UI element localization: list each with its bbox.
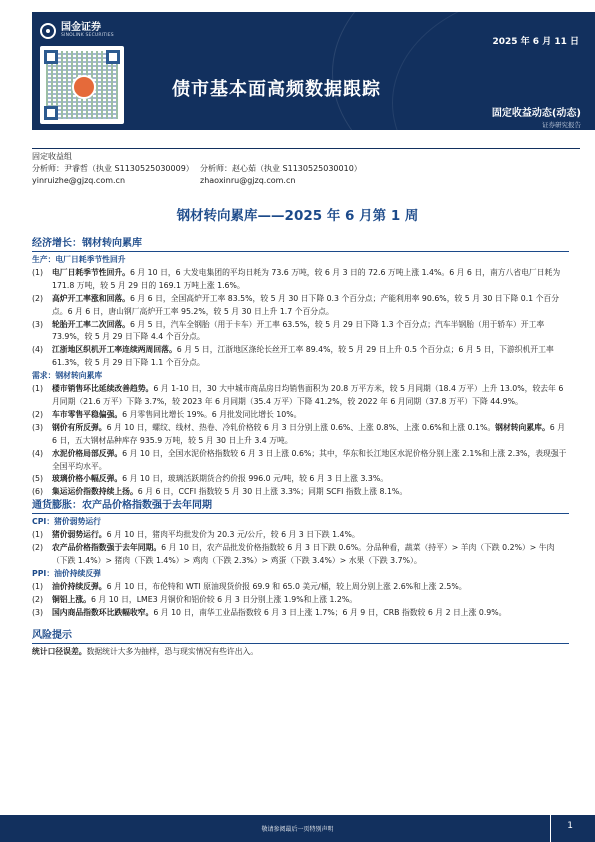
analyst-1: 分析师：尹睿哲（执业 S1130525030009） bbox=[32, 164, 194, 173]
section-heading-risk: 风险提示 bbox=[32, 629, 569, 644]
subsection-ppi: PPI：油价持续反弹 bbox=[32, 568, 101, 578]
analyst-1-email[interactable]: yinruizhe@gjzq.com.cn bbox=[32, 176, 126, 185]
report-title: 钢材转向累库——2025 年 6 月第 1 周 bbox=[176, 208, 419, 224]
report-date: 2025 年 6 月 11 日 bbox=[492, 37, 579, 47]
divider bbox=[32, 148, 580, 149]
header-banner bbox=[32, 12, 595, 130]
logo-icon bbox=[40, 23, 56, 39]
report-subtype: 固定收益动态(动态) bbox=[491, 108, 581, 119]
analyst-2-email[interactable]: zhaoxinru@gjzq.com.cn bbox=[200, 176, 296, 185]
section-heading-inflation: 通货膨胀：农产品价格指数强于去年同期 bbox=[32, 499, 569, 514]
section-heading-growth: 经济增长：钢材转向累库 bbox=[32, 237, 569, 252]
qr-code-icon bbox=[40, 46, 124, 124]
page-footer bbox=[0, 815, 595, 842]
list-item: (3) 钢价有所反弹。6 月 10 日，螺纹、线材、热卷、冷轧价格较 6 月 3 日分别上涨 0.6%、上涨 0.8%、上涨 0.6%和上涨 0.1%。钢材转向累库。6 月 6 日，五大钢材品种库存 935.9 万吨，较 5 月 30 日上升 3.4 万吨。 bbox=[32, 422, 565, 445]
subsection-production: 生产：电厂日耗季节性回升 bbox=[32, 255, 126, 264]
disclaimer-note: 敬请参阅最后一页特别声明 bbox=[261, 826, 334, 833]
analyst-info bbox=[32, 151, 362, 187]
list-item: (5) 玻璃价格小幅反弹。6 月 10 日，玻璃活跃期货合约价报 996.0 元/吨，较 6 月 3 日上涨 3.3%。 bbox=[32, 474, 389, 484]
list-item: (6) 集运运价指数持续上扬。6 月 6 日，CCFI 指数较 5 月 30 日上涨 3.3%；同期 SCFI 指数上涨 8.1%。 bbox=[32, 487, 408, 497]
subsection-demand: 需求：钢材转向累库 bbox=[32, 371, 103, 381]
report-body bbox=[32, 237, 569, 659]
group-name: 固定收益组 bbox=[32, 152, 72, 161]
subsection-cpi: CPI：猪价弱势运行 bbox=[32, 517, 101, 527]
list-item: (1) 猪价弱势运行。6 月 10 日，猪肉平均批发价为 20.3 元/公斤，较 6 月 3 日下跌 1.4%。 bbox=[32, 530, 360, 540]
report-series-title: 债市基本面高频数据跟踪 bbox=[172, 79, 381, 100]
logo-name-cn: 国金证券 bbox=[61, 22, 101, 33]
risk-text: 统计口径误差。数据统计大多为抽样，恐与现实情况有些许出入。 bbox=[32, 647, 259, 657]
list-item: (3) 国内商品指数环比跌幅收窄。6 月 10 日，南华工业品指数较 6 月 3 日上涨 1.7%；6 月 9 日，CRB 指数较 6 月 2 日上涨 0.9%。 bbox=[32, 607, 507, 617]
list-item: (1) 楼市销售环比延续改善趋势。6 月 1-10 日，30 大中城市商品房日均销售面积为 20.8 万平方米，较 5 月同期（18.4 万平）上升 13.0%，较去年 6 月同期（21.6 万平）下降 3.7%，较 2023 年 6 月同期（35.4 万平）下降 41.2%，较 2022 年 6 月同期（37.8 万平）下降 44.9%。 bbox=[32, 384, 564, 406]
company-logo bbox=[40, 22, 114, 39]
report-type: 证券研究报告 bbox=[542, 121, 581, 129]
list-item: (1) 油价持续反弹。6 月 10 日，布伦特和 WTI 原油现货价报 69.9 和 65.0 美元/桶，较上周分别上涨 2.6%和上涨 2.5%。 bbox=[32, 581, 467, 591]
list-item: (2) 车市零售平稳偏强。6 月零售同比增长 19%。6 月批发同比增长 10%。 bbox=[32, 409, 302, 419]
list-item: (2) 农产品价格指数强于去年同期。6 月 10 日，农产品批发价格指数较 6 月 3 日下跌 0.6%。分品种看，蔬菜（持平）> 羊肉（下跌 0.2%）> 牛肉（下跌 1.4%）> 猪肉（下跌 1.4%）> 鸡肉（下跌 2.3%）> 鸡蛋（下跌 3.4%）> 水果（下跌 3.7%）。 bbox=[32, 543, 555, 565]
list-item: (2) 高炉开工率涨和回落。6 月 6 日，全国高炉开工率 83.5%，较 5 月 30 日下降 0.3 个百分点；产能利用率 90.6%，较 5 月 30 日下降 0.1 个百分点。6 月 6 日，唐山钢厂高炉开工率 95.2%，较 5 月 30 日上升 1.7 个百分点。 bbox=[32, 293, 560, 316]
list-item: (1) 电厂日耗季节性回升。6 月 10 日，6 大发电集团的平均日耗为 73.6 万吨，较 6 月 3 日的 72.6 万吨上涨 1.4%。6 月 6 日，南方八省电厂日耗为 171.8 万吨，较 5 月 29 日的 169.1 万吨上涨 1.6%。 bbox=[32, 267, 561, 290]
list-item: (3) 轮胎开工率二次回落。6 月 5 日，汽车全钢胎（用于卡车）开工率 63.5%，较 5 月 29 日下降 1.3 个百分点；汽车半钢胎（用于轿车）开工率 73.9%，较 5 月 29 日下降 4.4 个百分点。 bbox=[32, 319, 545, 342]
logo-name-en: SINOLINK SECURITIES bbox=[61, 33, 114, 38]
list-item: (2) 铜铝上涨。6 月 10 日，LME3 月铜价和铝价较 6 月 3 日分别上涨 1.9%和上涨 1.2%。 bbox=[32, 594, 358, 604]
page-number: 1 bbox=[567, 821, 573, 831]
list-item: (4) 江浙地区织机开工率连续两周回落。6 月 5 日，江浙地区涤纶长丝开工率 89.4%，较 5 月 29 日上升 0.5 个百分点；6 月 5 日，下游织机开工率 61.3%，较 5 月 29 日下降 1.1 个百分点。 bbox=[32, 345, 554, 368]
list-item: (4) 水泥价格局部反弹。6 月 10 日，全国水泥价格指数较 6 月 3 日上涨 0.6%；其中，华东和长江地区水泥价格分别上涨 2.1%和上涨 2.3%，表现强于全国平均水平。 bbox=[32, 448, 567, 471]
divider bbox=[550, 815, 551, 842]
analyst-2: 分析师：赵心茹（执业 S1130525030010） bbox=[200, 164, 362, 173]
